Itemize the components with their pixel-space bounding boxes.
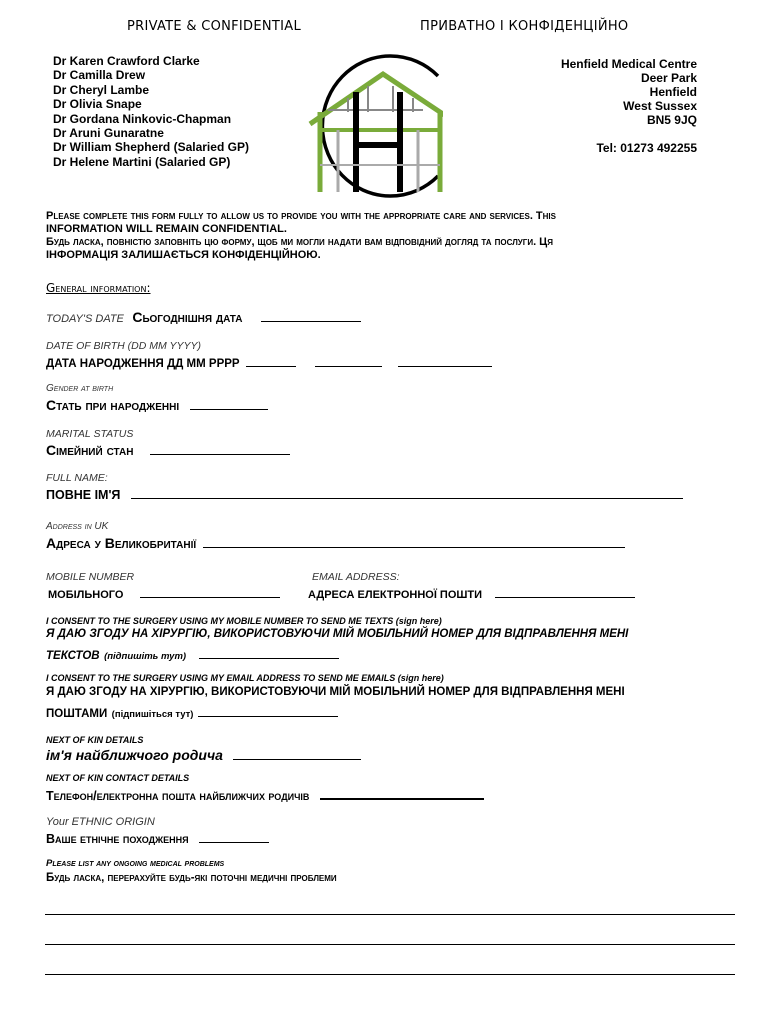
ethnic-input[interactable] — [199, 830, 269, 843]
consent-texts-label-uk: Я ДАЮ ЗГОДУ НА ХІРУРГІЮ, ВИКОРИСТОВУЮЧИ МІЙ МОБІЛЬНИЙ НОМЕР ДЛЯ ВІДПРАВЛЕННЯ МЕНІ — [46, 628, 629, 640]
email-label-en: EMAIL ADDRESS: — [312, 571, 400, 583]
field-kin-contact — [46, 786, 484, 805]
intro-en — [46, 210, 556, 236]
mobile-input[interactable] — [140, 585, 280, 598]
field-label-en: TODAY'S DATE — [46, 313, 124, 325]
marital-label-uk: Сімейний стан — [46, 442, 134, 458]
field-email — [308, 585, 635, 603]
fullname-input[interactable] — [131, 486, 683, 499]
practice-county: West Sussex — [623, 99, 697, 113]
kin-label-en: NEXT OF KIN DETAILS — [46, 735, 144, 745]
email-label-uk: АДРЕСА ЕЛЕКТРОННОЇ ПОШТИ — [308, 589, 483, 601]
doctor-name: Dr Camilla Drew — [53, 68, 146, 83]
problems-label-en: Please list any ongoing medical problems — [46, 858, 225, 869]
dob-year-input[interactable] — [398, 354, 492, 367]
intro-uk — [46, 236, 553, 262]
practice-logo — [298, 50, 443, 198]
consent-emails-label-uk-2: ПОШТАМИ — [46, 708, 108, 720]
field-fullname — [46, 486, 683, 504]
mobile-label-en: MOBILE NUMBER — [46, 571, 135, 583]
address-input[interactable] — [203, 535, 625, 548]
gender-label-uk: Стать при народженні — [46, 397, 180, 413]
practice-postcode: BN5 9JQ — [646, 113, 697, 127]
intro-uk-line: ІНФОРМАЦІЯ ЗАЛИШАЄТЬСЯ КОНФІДЕНЦІЙНОЮ. — [46, 249, 321, 261]
problems-line-2[interactable] — [45, 944, 735, 945]
problems-line-1[interactable] — [45, 914, 735, 915]
field-kin — [46, 747, 361, 765]
logo-roof — [310, 74, 443, 124]
section-title: General information: — [46, 281, 151, 295]
kin-contact-label-uk: Телефон/електронна пошта найближчих родичів — [46, 789, 310, 803]
mobile-label-uk: МОБІЛЬНОГО — [48, 589, 124, 601]
marital-label-en: MARITAL STATUS — [46, 428, 134, 440]
consent-texts-sign-hint: (підпишіть тут) — [104, 651, 187, 662]
field-address — [46, 535, 625, 553]
dob-label-en: DATE OF BIRTH (DD MM YYYY) — [46, 340, 201, 352]
field-ethnic — [46, 830, 269, 848]
problems-line-3[interactable] — [45, 974, 735, 975]
consent-emails-signature[interactable] — [198, 704, 338, 717]
intro-en-line: INFORMATION WILL REMAIN CONFIDENTIAL. — [46, 223, 287, 235]
header-title-en: PRIVATE & CONFIDENTIAL — [127, 19, 302, 34]
practice-telephone: Tel: 01273 492255 — [596, 141, 697, 155]
fullname-label-uk: ПОВНЕ ІМ'Я — [46, 488, 121, 502]
doctor-name: Dr Olivia Snape — [53, 97, 142, 112]
address-label-uk: Адреса у Великобританії — [46, 535, 197, 551]
marital-input[interactable] — [150, 442, 290, 455]
consent-texts-label-en: I CONSENT TO THE SURGERY USING MY MOBILE NUMBER TO SEND ME TEXTS (sign here) — [46, 616, 442, 626]
practice-name: Henfield Medical Centre — [560, 57, 697, 71]
email-input[interactable] — [495, 585, 635, 598]
gender-input[interactable] — [190, 397, 268, 410]
intro-en-line: Please complete this form fully to allow us to provide you with the appropriate care and services. This — [46, 210, 556, 222]
doctor-name: Dr Gordana Ninkovic-Chapman — [53, 111, 232, 126]
field-consent-texts — [46, 646, 339, 664]
todays-date-input[interactable] — [261, 309, 361, 322]
field-gender — [46, 397, 268, 415]
header-title-uk: ПРИВАТНО І КОНФІДЕНЦІЙНО — [420, 19, 629, 34]
doctor-name: Dr Helene Martini (Salaried GP) — [53, 154, 231, 169]
consent-texts-label-uk-2: ТЕКСТОВ — [46, 650, 100, 662]
dob-day-input[interactable] — [246, 354, 296, 367]
field-dob — [46, 354, 492, 372]
fullname-label-en: FULL NAME: — [46, 472, 108, 484]
ethnic-label-uk: Ваше етнічне походження — [46, 832, 189, 846]
practice-town: Henfield — [649, 85, 697, 99]
practice-address — [561, 57, 697, 155]
field-label-uk: Сьогоднішня дата — [132, 309, 243, 325]
doctor-name: Dr Karen Crawford Clarke — [53, 54, 200, 68]
consent-emails-sign-hint: (підпишіться тут) — [111, 709, 194, 720]
address-label-en: Address in UK — [46, 521, 109, 532]
gender-label-en: Gender at birth — [46, 383, 114, 394]
doctor-name: Dr Cheryl Lambe — [53, 82, 150, 97]
kin-contact-input[interactable] — [320, 786, 484, 800]
field-todays-date — [46, 309, 361, 327]
kin-contact-label-en: NEXT OF KIN CONTACT DETAILS — [46, 773, 190, 783]
consent-texts-signature[interactable] — [199, 646, 339, 659]
ethnic-label-en: Your ETHNIC ORIGIN — [46, 816, 155, 828]
kin-label-uk: ім'я найближчого родича — [46, 747, 223, 763]
kin-input[interactable] — [233, 747, 361, 760]
doctor-name: Dr William Shepherd (Salaried GP) — [53, 140, 249, 155]
consent-emails-label-uk: Я ДАЮ ЗГОДУ НА ХІРУРГІЮ, ВИКОРИСТОВУЮЧИ МІЙ МОБІЛЬНИЙ НОМЕР ДЛЯ ВІДПРАВЛЕННЯ МЕНІ — [46, 686, 625, 698]
problems-label-uk: Будь ласка, перерахуйте будь-які поточні медичні проблеми — [46, 872, 337, 884]
field-marital — [46, 442, 290, 460]
intro-uk-line: Будь ласка, повністю заповніть цю форму, щоб ми могли надати вам відповідний догляд та послуги. Ця — [46, 236, 553, 248]
dob-month-input[interactable] — [315, 354, 382, 367]
doctor-name: Dr Aruni Gunaratne — [53, 126, 164, 141]
dob-label-uk: ДАТА НАРОДЖЕННЯ ДД ММ РРРР — [46, 358, 240, 370]
field-consent-emails — [46, 704, 338, 722]
consent-emails-label-en: I CONSENT TO THE SURGERY USING MY EMAIL ADDRESS TO SEND ME EMAILS (sign here) — [46, 673, 444, 683]
practice-street: Deer Park — [640, 71, 697, 85]
doctors-list — [53, 54, 249, 169]
field-mobile — [48, 585, 280, 603]
